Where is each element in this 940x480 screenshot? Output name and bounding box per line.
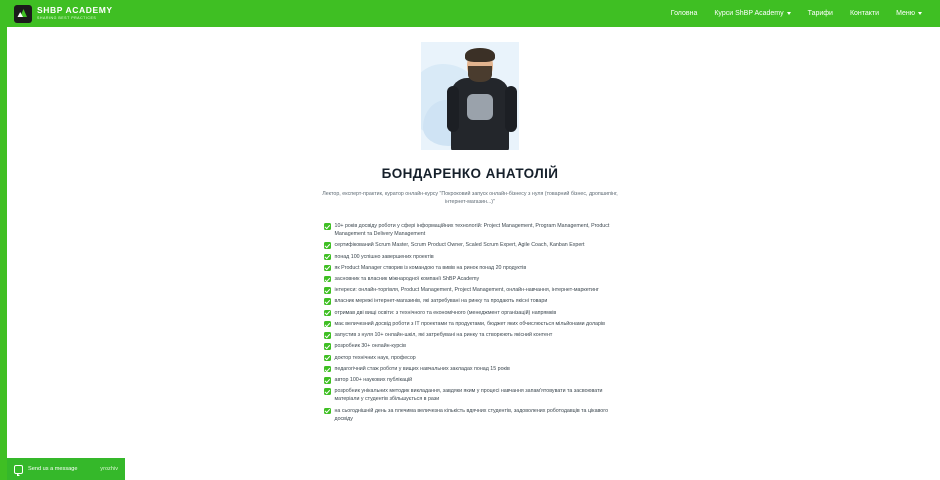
list-item-label: педагогічний стаж роботи у вищих навчальних закладах понад 15 років: [334, 365, 510, 372]
portrait-image: [421, 42, 519, 150]
chat-bubble-icon: [14, 465, 23, 474]
nav-label: Контакти: [849, 10, 880, 17]
nav-item-home[interactable]: [671, 10, 698, 17]
list-item-label: понад 100 успішно завершених проектів: [334, 253, 434, 260]
list-item-label: власник мережі інтернет-магазинів, які затребувані на ринку та продають якісні товари: [334, 298, 548, 305]
check-icon: [324, 355, 331, 362]
page-title: БОНДАРЕНКО АНАТОЛІЙ: [381, 166, 559, 181]
list-item: [324, 342, 620, 350]
list-item: [324, 376, 620, 384]
list-item: [324, 354, 620, 362]
list-item-label: на сьогоднішній день за плечима величезна кількість вдячних студентів, задоволених роботодавців та цікавого досвіду: [334, 407, 609, 422]
list-item: [324, 275, 620, 283]
nav-item-courses[interactable]: [714, 10, 790, 17]
nav-label: Меню: [896, 10, 915, 17]
list-item: [324, 253, 620, 261]
nav-label: Головна: [670, 10, 698, 17]
check-icon: [324, 298, 331, 305]
list-item-label: автор 100+ наукових публікацій: [334, 377, 413, 384]
check-icon: [324, 242, 331, 249]
list-item-label: отримав дві вищі освіти: з технічного та економічного (менеджмент організацій) напрямків: [334, 309, 557, 316]
list-item: [324, 222, 620, 238]
list-item: [324, 407, 620, 423]
chevron-down-icon: [787, 12, 791, 15]
list-item-label: доктор технічних наук, професор: [334, 354, 416, 361]
list-item-label: засновник та власник міжнародної компанії ShBP Academy: [334, 275, 480, 282]
nav-item-menu[interactable]: [896, 10, 922, 17]
list-item-label: інтереси: онлайн-торгівля, Product Management, Project Management, онлайн-навчання, інтернет-маркетинг: [334, 287, 599, 294]
nav-item-contacts[interactable]: [850, 10, 879, 17]
portrait-shirt-print: [467, 94, 493, 120]
check-icon: [324, 223, 331, 230]
list-item-label: 10+ років досвіду роботи у сфері інформаційних технологій: Project Management, Program Management, Product Management та Delivery Management: [334, 223, 610, 238]
chevron-down-icon: [918, 12, 922, 15]
list-item: [324, 264, 620, 272]
mountain-logo-icon: [14, 5, 32, 23]
logo-subtitle: SHARING BEST PRACTICES: [37, 15, 97, 20]
list-item-label: як Product Manager створив із командою та вивів на ринок понад 20 продуктів: [334, 264, 527, 271]
check-icon: [324, 265, 331, 272]
left-accent-bar: [0, 27, 7, 480]
portrait-hair: [465, 48, 495, 62]
chat-widget[interactable]: [7, 458, 125, 480]
check-icon: [324, 366, 331, 373]
nav-label: Тарифи: [807, 10, 833, 17]
site-logo[interactable]: [14, 5, 113, 23]
logo-title: SHBP ACADEMY: [37, 5, 113, 16]
achievements-list: [324, 222, 620, 426]
list-item: [324, 387, 620, 403]
list-item-label: сертифікований Scrum Master, Scrum Product Owner, Scaled Scrum Expert, Agile Coach, Kanban Expert: [334, 242, 585, 249]
check-icon: [324, 276, 331, 283]
chat-widget-label: Send us a message: [28, 466, 78, 472]
nav-label: Курси ShBP Academy: [714, 10, 784, 17]
main-navigation: [671, 10, 926, 17]
list-item: [324, 365, 620, 373]
list-item: [324, 241, 620, 249]
chat-widget-brand: yrozhiv: [100, 466, 118, 472]
check-icon: [324, 321, 331, 328]
page-subtitle: Лектор, експерт-практик, куратор онлайн-курсу "Покроковий запуск онлайн-бізнесу з нуля (товарний бізнес, дропшипінг, інтернет-магазин...)": [322, 191, 618, 206]
list-item: [324, 286, 620, 294]
portrait-arm-right: [505, 86, 517, 132]
list-item: [324, 297, 620, 305]
check-icon: [324, 332, 331, 339]
logo-text-block: [37, 6, 113, 20]
list-item: [324, 331, 620, 339]
portrait-beard: [468, 66, 492, 82]
list-item-label: розробник унікальних методик викладання, завдяки яким у процесі навчання запам'ятовувати та засвоювати матеріали у студентів збільшується в рази: [334, 388, 603, 403]
list-item-label: запустив з нуля 10+ онлайн-шкіл, які затребувані на ринку та створюють якісний контент: [334, 332, 553, 339]
portrait-arm-left: [447, 86, 459, 132]
portrait-person: [449, 50, 515, 150]
check-icon: [324, 377, 331, 384]
check-icon: [324, 310, 331, 317]
check-icon: [324, 343, 331, 350]
check-icon: [324, 408, 331, 415]
check-icon: [324, 287, 331, 294]
list-item: [324, 320, 620, 328]
check-icon: [324, 388, 331, 395]
list-item-label: розробник 30+ онлайн-курсів: [334, 343, 406, 350]
list-item-label: має величезний досвід роботи з ІТ проектами та продуктами, бюджет яких обчислюється мільйонами доларів: [334, 320, 605, 327]
check-icon: [324, 254, 331, 261]
list-item: [324, 309, 620, 317]
site-header: [0, 0, 940, 27]
nav-item-pricing[interactable]: [808, 10, 833, 17]
